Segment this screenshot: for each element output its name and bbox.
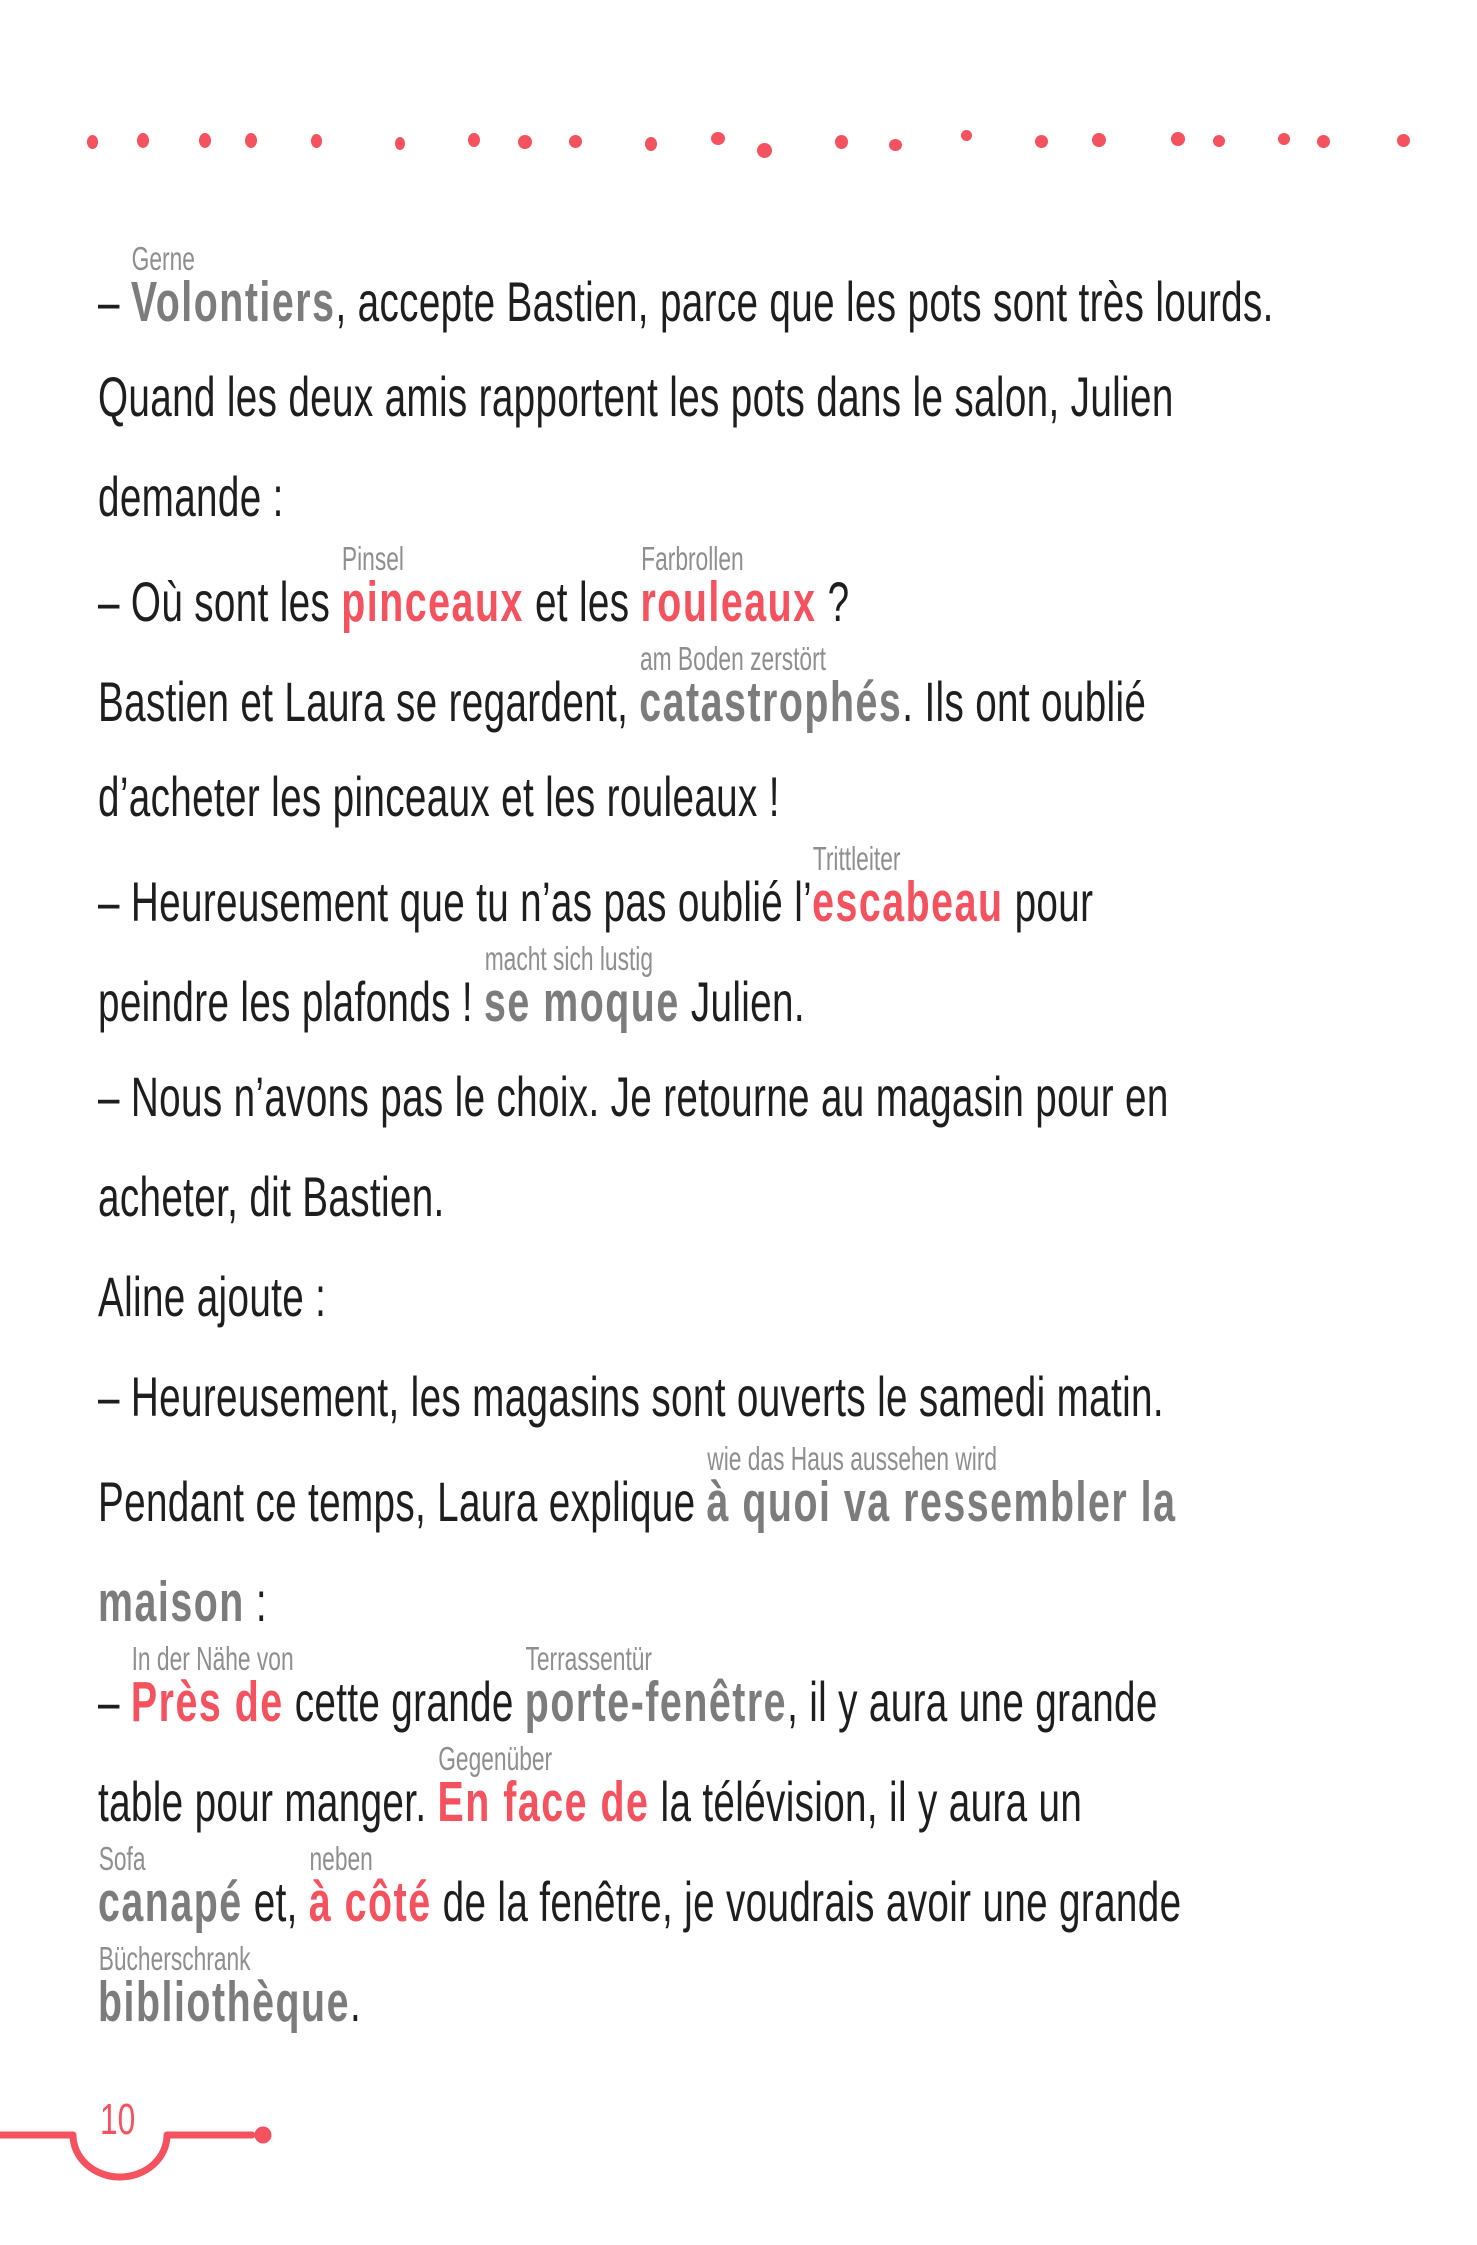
german-annotation: Trittleiter (812, 840, 901, 877)
german-annotation: Pinsel (341, 540, 404, 577)
text-line (98, 1940, 362, 2035)
vocab-word: Gerne Volontiers (130, 240, 336, 334)
text-line (98, 1640, 1158, 1735)
text-segment: – Heureusement que tu n’as pas oublié l’ (98, 870, 813, 933)
german-annotation: Farbrollen (641, 540, 744, 577)
text-segment: , il y aura une grande (787, 1670, 1158, 1733)
vocab-word: wie das Haus aussehen wird à quoi va ressembler la (706, 1440, 1177, 1534)
german-annotation: Gerne (131, 240, 195, 277)
text-segment: : (244, 1570, 267, 1633)
text-line (98, 1265, 327, 1328)
text-line (98, 465, 284, 528)
footer-decorative-line (0, 2095, 300, 2190)
text-segment: Pendant ce temps, Laura explique (98, 1470, 707, 1533)
text-segment: Julien. (679, 970, 805, 1033)
text-line (98, 940, 805, 1035)
text-line (98, 1569, 267, 1635)
vocab-word: In der Nähe von Près de (130, 1640, 294, 1734)
vocab-word: Bücherschrank bibliothèque (98, 1940, 350, 2034)
vocab-word: Farbrollen rouleaux (640, 540, 817, 634)
text-line (98, 240, 1274, 335)
text-line (98, 640, 1147, 735)
german-annotation: Terrassentür (525, 1640, 653, 1677)
page-number: 10 (100, 2095, 136, 2144)
text-line (98, 1840, 1182, 1935)
german-annotation: Gegenüber (438, 1740, 553, 1777)
text-line (98, 1740, 1083, 1835)
text-segment: – (98, 1670, 131, 1733)
text-line (98, 765, 780, 828)
text-segment: la télévision, il y aura un (649, 1770, 1083, 1833)
text-segment: pour (1003, 870, 1094, 933)
text-line (98, 540, 850, 635)
german-annotation: am Boden zerstört (639, 640, 826, 677)
text-segment: d’acheter les pinceaux et les rouleaux ! (98, 765, 780, 828)
text-line (98, 365, 1174, 428)
text-segment: ? (816, 570, 850, 633)
vocab-word: neben à côté (308, 1840, 432, 1934)
text-line (98, 1365, 1164, 1428)
text-segment: demande : (98, 465, 284, 528)
german-annotation: Sofa (98, 1840, 146, 1877)
text-segment: cette grande (283, 1670, 525, 1733)
vocab-word: Pinsel pinceaux (341, 540, 524, 634)
vocab-word: macht sich lustig se moque (484, 940, 680, 1034)
text-segment: Aline ajoute : (98, 1265, 327, 1328)
german-annotation: macht sich lustig (484, 940, 654, 977)
text-segment: – Où sont les (98, 570, 342, 633)
text-segment: et les (523, 570, 641, 633)
german-annotation: In der Nähe von (131, 1640, 294, 1677)
text-line (98, 840, 1094, 935)
footer-end-dot (255, 2127, 272, 2144)
german-annotation: Bücherschrank (98, 1940, 251, 1977)
german-annotation: wie das Haus aussehen wird (707, 1440, 998, 1477)
text-line (98, 1165, 445, 1228)
text-line (98, 1440, 1177, 1535)
vocab-word: Terrassentür porte-fenêtre (524, 1640, 788, 1734)
text-segment: Quand les deux amis rapportent les pots dans le salon, Julien (98, 365, 1174, 428)
vocab-word: maison (98, 1570, 245, 1634)
text-segment: . (349, 1970, 362, 2033)
text-line (98, 1065, 1169, 1128)
text-segment: peindre les plafonds ! (98, 970, 485, 1033)
text-segment: de la fenêtre, je voudrais avoir une grande (431, 1870, 1182, 1933)
vocab-word: Gegenüber En face de (437, 1740, 650, 1834)
vocab-word: Sofa canapé (98, 1840, 243, 1934)
text-segment: , accepte Bastien, parce que les pots sont très lourds. (335, 270, 1274, 333)
text-segment: – (98, 270, 131, 333)
text-segment: acheter, dit Bastien. (98, 1165, 445, 1228)
german-annotation: neben (309, 1840, 373, 1877)
text-segment: et, (242, 1870, 309, 1933)
text-segment: – Heureusement, les magasins sont ouverts le samedi matin. (98, 1365, 1164, 1428)
text-segment: Bastien et Laura se regardent, (98, 670, 640, 733)
text-segment: – Nous n’avons pas le choix. Je retourne au magasin pour en (98, 1065, 1169, 1128)
text-segment: table pour manger. (98, 1770, 438, 1833)
vocab-word: Trittleiter escabeau (812, 840, 1004, 934)
vocab-word: am Boden zerstört catastrophés (639, 640, 903, 734)
text-segment: . Ils ont oublié (902, 670, 1147, 733)
